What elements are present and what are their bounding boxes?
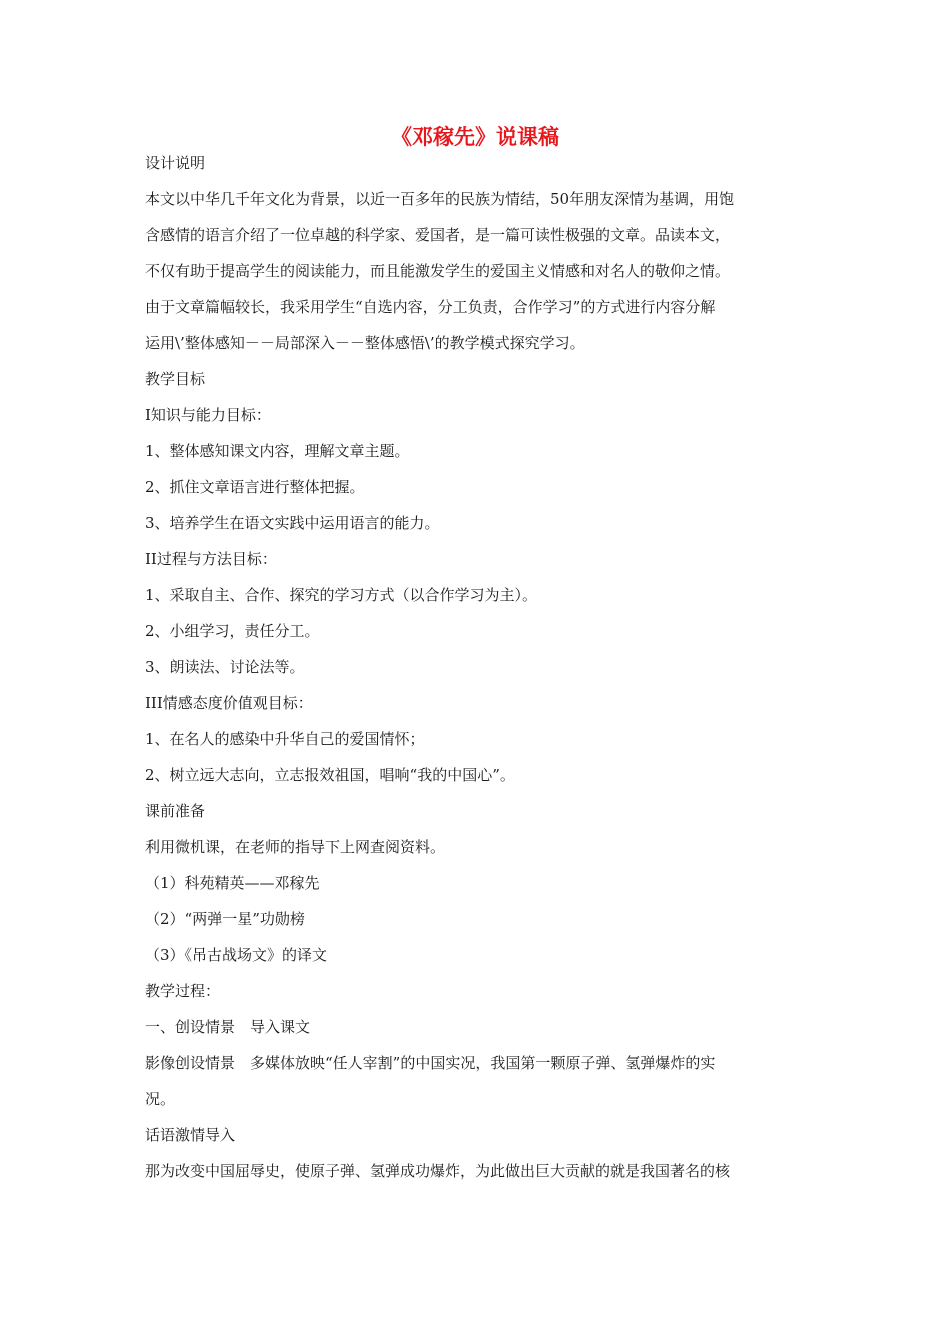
list-item: 2、抓住文章语言进行整体把握。 xyxy=(145,478,365,496)
section-heading-objectives: 教学目标 xyxy=(145,370,206,388)
list-item: 3、朗读法、讨论法等。 xyxy=(145,658,305,676)
subheading-step-one: 一、创设情景 导入课文 xyxy=(145,1018,311,1036)
section-heading-process: 教学过程： xyxy=(145,982,221,1000)
subheading-knowledge: I知识与能力目标： xyxy=(145,406,271,424)
paragraph-line: 不仅有助于提高学生的阅读能力，而且能激发学生的爱国主义情感和对名人的敬仰之情。 xyxy=(145,262,731,280)
list-item: 1、整体感知课文内容，理解文章主题。 xyxy=(145,442,410,460)
paragraph-line: 影像创设情景 多媒体放映“任人宰割”的中国实况，我国第一颗原子弹、氢弹爆炸的实 xyxy=(145,1054,716,1072)
list-item: 1、采取自主、合作、探究的学习方式（以合作学习为主）。 xyxy=(145,586,538,604)
paragraph-line: 含感情的语言介绍了一位卓越的科学家、爱国者，是一篇可读性极强的文章。品读本文， xyxy=(145,226,731,244)
list-item: 2、小组学习，责任分工。 xyxy=(145,622,320,640)
list-item: 3、培养学生在语文实践中运用语言的能力。 xyxy=(145,514,440,532)
subheading-intro: 话语激情导入 xyxy=(145,1126,236,1144)
list-item: （2）“两弹一星”功勋榜 xyxy=(145,910,305,928)
list-item: 2、树立远大志向，立志报效祖国，唱响“我的中国心”。 xyxy=(145,766,515,784)
paragraph-line: 运用\’整体感知－－局部深入－－整体感悟\’的教学模式探究学习。 xyxy=(145,334,585,352)
section-heading-preparation: 课前准备 xyxy=(145,802,206,820)
section-heading-design: 设计说明 xyxy=(145,154,206,172)
paragraph-line: 况。 xyxy=(145,1090,176,1108)
list-item: （3）《吊古战场文》的译文 xyxy=(145,946,328,964)
paragraph-line: 本文以中华几千年文化为背景，以近一百多年的民族为情结，50年朋友深情为基调，用饱 xyxy=(145,190,735,208)
paragraph-line: 那为改变中国屈辱史，使原子弹、氢弹成功爆炸，为此做出巨大贡献的就是我国著名的核 xyxy=(145,1162,731,1180)
document-body xyxy=(145,148,815,1192)
list-item: （1）科苑精英——邓稼先 xyxy=(145,874,320,892)
subheading-emotion: III情感态度价值观目标： xyxy=(145,694,313,712)
paragraph-line: 由于文章篇幅较长，我采用学生“自选内容，分工负责，合作学习”的方式进行内容分解 xyxy=(145,298,716,316)
subheading-process: II过程与方法目标： xyxy=(145,550,277,568)
document-title: 《邓稼先》说课稿 xyxy=(391,124,559,149)
list-item: 1、在名人的感染中升华自己的爱国情怀； xyxy=(145,730,425,748)
paragraph-line: 利用微机课，在老师的指导下上网查阅资料。 xyxy=(145,838,446,856)
